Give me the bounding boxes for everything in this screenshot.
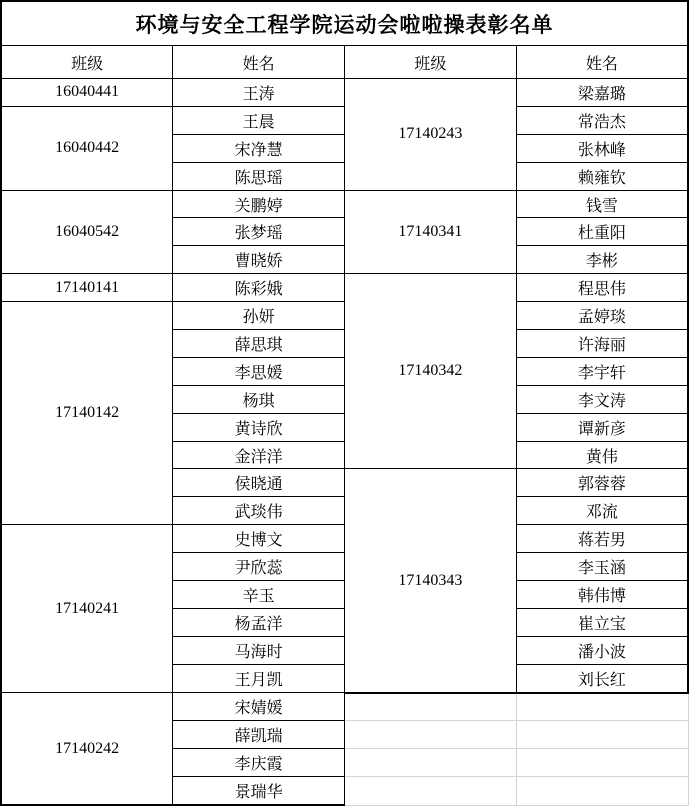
page-title: 环境与安全工程学院运动会啦啦操表彰名单 bbox=[1, 1, 688, 46]
name-cell: 黄诗欣 bbox=[173, 413, 345, 441]
class-cell: 17140341 bbox=[345, 190, 517, 274]
name-cell: 程思伟 bbox=[516, 274, 688, 302]
name-cell: 李玉涵 bbox=[516, 553, 688, 581]
name-cell: 常浩杰 bbox=[516, 106, 688, 134]
class-cell: 16040441 bbox=[1, 79, 173, 107]
table-header-row bbox=[1, 46, 688, 79]
empty-cell bbox=[345, 693, 517, 721]
name-cell: 邓流 bbox=[516, 497, 688, 525]
empty-cell bbox=[345, 777, 517, 805]
name-cell: 薛思琪 bbox=[173, 330, 345, 358]
name-cell: 薛凯瑞 bbox=[173, 721, 345, 749]
table-row bbox=[1, 274, 688, 302]
class-cell: 17140342 bbox=[345, 274, 517, 469]
empty-cell bbox=[516, 749, 688, 777]
name-cell: 谭新彦 bbox=[516, 413, 688, 441]
name-cell: 王涛 bbox=[173, 79, 345, 107]
column-header-name-right: 姓名 bbox=[516, 46, 688, 79]
empty-cell bbox=[345, 749, 517, 777]
empty-cell bbox=[516, 721, 688, 749]
name-cell: 潘小波 bbox=[516, 636, 688, 664]
name-cell: 辛玉 bbox=[173, 581, 345, 609]
name-cell: 侯晓通 bbox=[173, 469, 345, 497]
name-cell: 孟婷琰 bbox=[516, 302, 688, 330]
table-row bbox=[1, 693, 688, 721]
class-cell: 16040542 bbox=[1, 190, 173, 274]
name-cell: 梁嘉璐 bbox=[516, 79, 688, 107]
name-cell: 刘长红 bbox=[516, 664, 688, 692]
name-cell: 宋净慧 bbox=[173, 134, 345, 162]
column-header-class-right: 班级 bbox=[345, 46, 517, 79]
name-cell: 韩伟博 bbox=[516, 581, 688, 609]
class-cell: 16040442 bbox=[1, 106, 173, 190]
name-cell: 史博文 bbox=[173, 525, 345, 553]
name-cell: 杨孟洋 bbox=[173, 608, 345, 636]
name-cell: 景瑞华 bbox=[173, 777, 345, 805]
name-cell: 李彬 bbox=[516, 246, 688, 274]
column-header-name-left: 姓名 bbox=[173, 46, 345, 79]
name-cell: 张梦瑶 bbox=[173, 218, 345, 246]
name-cell: 蒋若男 bbox=[516, 525, 688, 553]
name-cell: 黄伟 bbox=[516, 441, 688, 469]
name-cell: 李宇轩 bbox=[516, 357, 688, 385]
name-cell: 崔立宝 bbox=[516, 608, 688, 636]
class-cell: 17140242 bbox=[1, 693, 173, 806]
name-cell: 王月凯 bbox=[173, 664, 345, 692]
table-row bbox=[1, 79, 688, 107]
name-cell: 孙妍 bbox=[173, 302, 345, 330]
class-cell: 17140142 bbox=[1, 302, 173, 525]
name-cell: 许海丽 bbox=[516, 330, 688, 358]
name-cell: 杜重阳 bbox=[516, 218, 688, 246]
class-cell: 17140343 bbox=[345, 469, 517, 693]
name-cell: 金洋洋 bbox=[173, 441, 345, 469]
class-cell: 17140141 bbox=[1, 274, 173, 302]
class-cell: 17140243 bbox=[345, 79, 517, 191]
name-cell: 尹欣蕊 bbox=[173, 553, 345, 581]
name-cell: 赖雍钦 bbox=[516, 162, 688, 190]
empty-cell bbox=[345, 721, 517, 749]
name-cell: 李文涛 bbox=[516, 385, 688, 413]
table-row bbox=[1, 190, 688, 218]
title-row bbox=[1, 1, 688, 46]
name-cell: 王晨 bbox=[173, 106, 345, 134]
name-cell: 武琰伟 bbox=[173, 497, 345, 525]
class-cell: 17140241 bbox=[1, 525, 173, 693]
name-cell: 马海时 bbox=[173, 636, 345, 664]
name-cell: 宋婧媛 bbox=[173, 693, 345, 721]
name-cell: 陈彩娥 bbox=[173, 274, 345, 302]
name-cell: 钱雪 bbox=[516, 190, 688, 218]
name-cell: 李庆霞 bbox=[173, 749, 345, 777]
name-cell: 曹晓娇 bbox=[173, 246, 345, 274]
name-cell: 杨琪 bbox=[173, 385, 345, 413]
name-cell: 陈思瑶 bbox=[173, 162, 345, 190]
name-cell: 关鹏婷 bbox=[173, 190, 345, 218]
empty-cell bbox=[516, 777, 688, 805]
column-header-class-left: 班级 bbox=[1, 46, 173, 79]
name-cell: 郭蓉蓉 bbox=[516, 469, 688, 497]
empty-cell bbox=[516, 693, 688, 721]
name-cell: 张林峰 bbox=[516, 134, 688, 162]
name-cell: 李思媛 bbox=[173, 357, 345, 385]
